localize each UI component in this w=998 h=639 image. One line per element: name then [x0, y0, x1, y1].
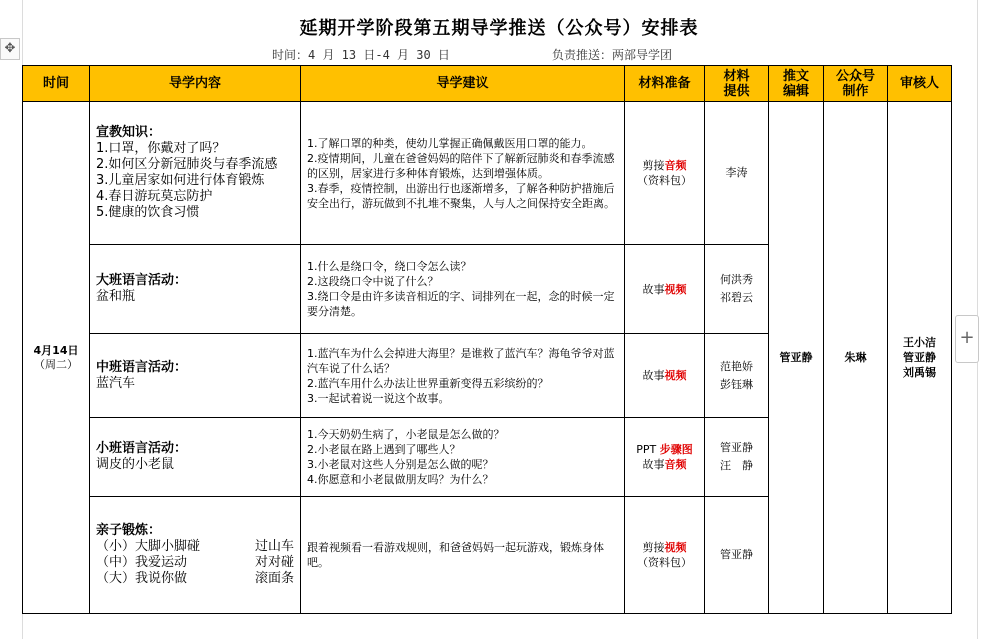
add-column-button[interactable]: + [955, 315, 979, 363]
reviewer-cell: 王小洁 管亚静 刘禹锡 [888, 102, 952, 614]
header-row [23, 66, 952, 102]
content-cell: 大班语言活动： 盆和瓶 [90, 245, 301, 334]
provider-cell: 李涛 [705, 102, 769, 245]
exercise-item: （大）我说你做 滚面条 [96, 571, 294, 586]
provider-cell: 管亚静 汪 静 [705, 418, 769, 497]
exercise-item: （中）我爱运动 对对碰 [96, 555, 294, 570]
provider-cell: 管亚静 [705, 497, 769, 614]
advice-cell: 跟着视频看一看游戏规则，和爸爸妈妈一起玩游戏，锻炼身体吧。 [301, 497, 625, 614]
header-material: 材料准备 [625, 66, 705, 102]
advice-cell: 1.了解口罩的种类，使幼儿掌握正确佩戴医用口罩的能力。 2.疫情期间，儿童在爸爸妈妈的陪伴下了解新冠肺炎和春季流感的区别，居家进行多种体育锻炼，达到增强体质。 3.春季，疫情控制，出游出行也逐渐增多，了解各种防护措施后安全出行，游玩做到不扎堆不聚集，人与人之间保持安全距离。 [301, 102, 625, 245]
header-reviewer: 审核人 [888, 66, 952, 102]
material-cell: PPT 步骤图 故事音频 [625, 418, 705, 497]
header-producer: 公众号 制作 [824, 66, 888, 102]
time-range: 时间：4 月 13 日-4 月 30 日 [272, 48, 450, 62]
content-cell: 小班语言活动： 调皮的小老鼠 [90, 418, 301, 497]
material-cell: 故事视频 [625, 245, 705, 334]
date-day: 4月14日 [33, 343, 79, 357]
producer-cell: 朱琳 [824, 102, 888, 614]
header-content: 导学内容 [90, 66, 301, 102]
material-cell: 剪接视频 （资料包） [625, 497, 705, 614]
exercise-item: （小）大脚小脚碰 过山车 [96, 539, 294, 554]
advice-cell: 1.蓝汽车为什么会掉进大海里？是谁救了蓝汽车？海龟爷爷对蓝汽车说了什么话？ 2.蓝汽车用什么办法让世界重新变得五彩缤纷的？ 3.一起试着说一说这个故事。 [301, 334, 625, 418]
advice-cell: 1.今天奶奶生病了，小老鼠是怎么做的？ 2.小老鼠在路上遇到了哪些人？ 3.小老鼠对这些人分别是怎么做的呢？ 4.你愿意和小老鼠做朋友吗？为什么？ [301, 418, 625, 497]
provider-cell: 范艳娇 彭钰琳 [705, 334, 769, 418]
content-cell: 中班语言活动： 蓝汽车 [90, 334, 301, 418]
header-editor: 推文 编辑 [769, 66, 824, 102]
editor-cell: 管亚静 [769, 102, 824, 614]
table-move-handle-icon[interactable]: ✥ [0, 38, 20, 60]
table-row [23, 102, 952, 245]
material-cell: 故事视频 [625, 334, 705, 418]
schedule-table [22, 65, 952, 614]
date-weekday: （周二） [34, 357, 78, 371]
date-cell [23, 102, 90, 614]
advice-cell: 1.什么是绕口令，绕口令怎么读？ 2.这段绕口令中说了什么？ 3.绕口令是由许多读音相近的字、词排列在一起，念的时候一定要分清楚。 [301, 245, 625, 334]
document-title: 延期开学阶段第五期导学推送（公众号）安排表 [299, 18, 699, 39]
header-advice: 导学建议 [301, 66, 625, 102]
header-provider: 材料 提供 [705, 66, 769, 102]
material-cell: 剪接音频 （资料包） [625, 102, 705, 245]
header-time: 时间 [23, 66, 90, 102]
responsible-team: 负责推送：两部导学团 [552, 48, 673, 62]
content-cell: 宣教知识： 1.口罩，你戴对了吗？ 2.如何区分新冠肺炎与春季流感 3.儿童居家如何进行体育锻炼 4.春日游玩莫忘防护 5.健康的饮食习惯 [90, 102, 301, 245]
content-cell: 亲子锻炼： （小）大脚小脚碰 过山车 （中）我爱运动 对对碰 （大）我说你做 滚面条 [90, 497, 301, 614]
provider-cell: 何洪秀 祁碧云 [705, 245, 769, 334]
